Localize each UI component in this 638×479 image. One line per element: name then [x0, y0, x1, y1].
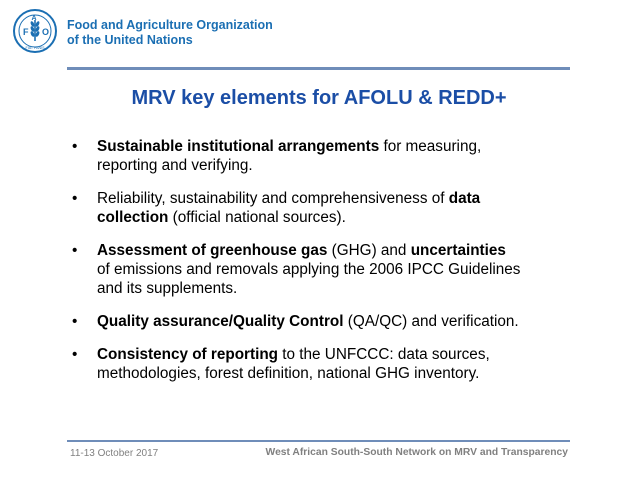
bullet-list — [72, 137, 572, 397]
svg-text:A: A — [31, 15, 37, 22]
bullet-line — [97, 260, 572, 279]
bullet-line — [97, 364, 572, 383]
bullet-text-bold: Sustainable institutional arrangements — [97, 138, 380, 155]
bullet-text-bold: Quality assurance/Quality Control — [97, 313, 344, 330]
bullet-item — [72, 137, 572, 175]
bullet-text: for measuring, — [379, 138, 482, 155]
bullet-marker: • — [72, 313, 78, 330]
bullet-line — [97, 279, 572, 298]
org-name-line-1: Food and Agriculture Organization — [67, 18, 273, 32]
bullet-item — [72, 345, 572, 383]
bullet-item — [72, 312, 572, 331]
bullet-line — [97, 156, 572, 175]
bullet-text: (GHG) and — [327, 242, 411, 259]
bullet-line — [97, 208, 572, 227]
svg-text:O: O — [42, 27, 50, 37]
organization-name — [67, 18, 273, 48]
bullet-item — [72, 241, 572, 298]
bullet-text: methodologies, forest definition, national GHG inventory. — [97, 365, 480, 382]
bullet-line — [97, 345, 572, 364]
bullet-text: and its supplements. — [97, 280, 238, 297]
bullet-text-bold: collection — [97, 209, 169, 226]
bullet-marker: • — [72, 190, 78, 207]
bullet-text: to the UNFCCC: data sources, — [278, 346, 490, 363]
bullet-line — [97, 241, 572, 260]
bullet-text-bold: data — [448, 190, 481, 207]
bullet-line — [97, 137, 572, 156]
bullet-line — [97, 189, 572, 208]
bullet-text: Reliability, sustainability and comprehensiveness of — [97, 190, 449, 207]
top-divider — [67, 67, 570, 70]
bullet-marker: • — [72, 242, 78, 259]
bullet-line — [97, 312, 572, 331]
fao-logo-icon — [12, 8, 58, 54]
bullet-text: (official national sources). — [168, 209, 346, 226]
bullet-text: (QA/QC) and verification. — [343, 313, 519, 330]
footer-event-name: West African South-South Network on MRV and Transparency — [265, 447, 568, 458]
bullet-text: of emissions and removals applying the 2006 IPCC Guidelines — [97, 261, 521, 278]
bullet-marker: • — [72, 138, 78, 155]
svg-text:F: F — [23, 27, 29, 37]
org-name-line-2: of the United Nations — [67, 33, 193, 47]
bullet-text-bold: Assessment of greenhouse gas — [97, 242, 328, 259]
header — [12, 8, 312, 56]
slide-title: MRV key elements for AFOLU & REDD+ — [131, 87, 507, 109]
bottom-divider — [67, 440, 570, 442]
bullet-text-bold: Consistency of reporting — [97, 346, 279, 363]
bullet-text: reporting and verifying. — [97, 157, 253, 174]
bullet-marker: • — [72, 346, 78, 363]
bullet-item — [72, 189, 572, 227]
footer-date: 11-13 October 2017 — [70, 448, 159, 459]
logo-motto: FIAT PANIS — [25, 46, 45, 50]
bullet-text-bold: uncertainties — [410, 242, 506, 259]
